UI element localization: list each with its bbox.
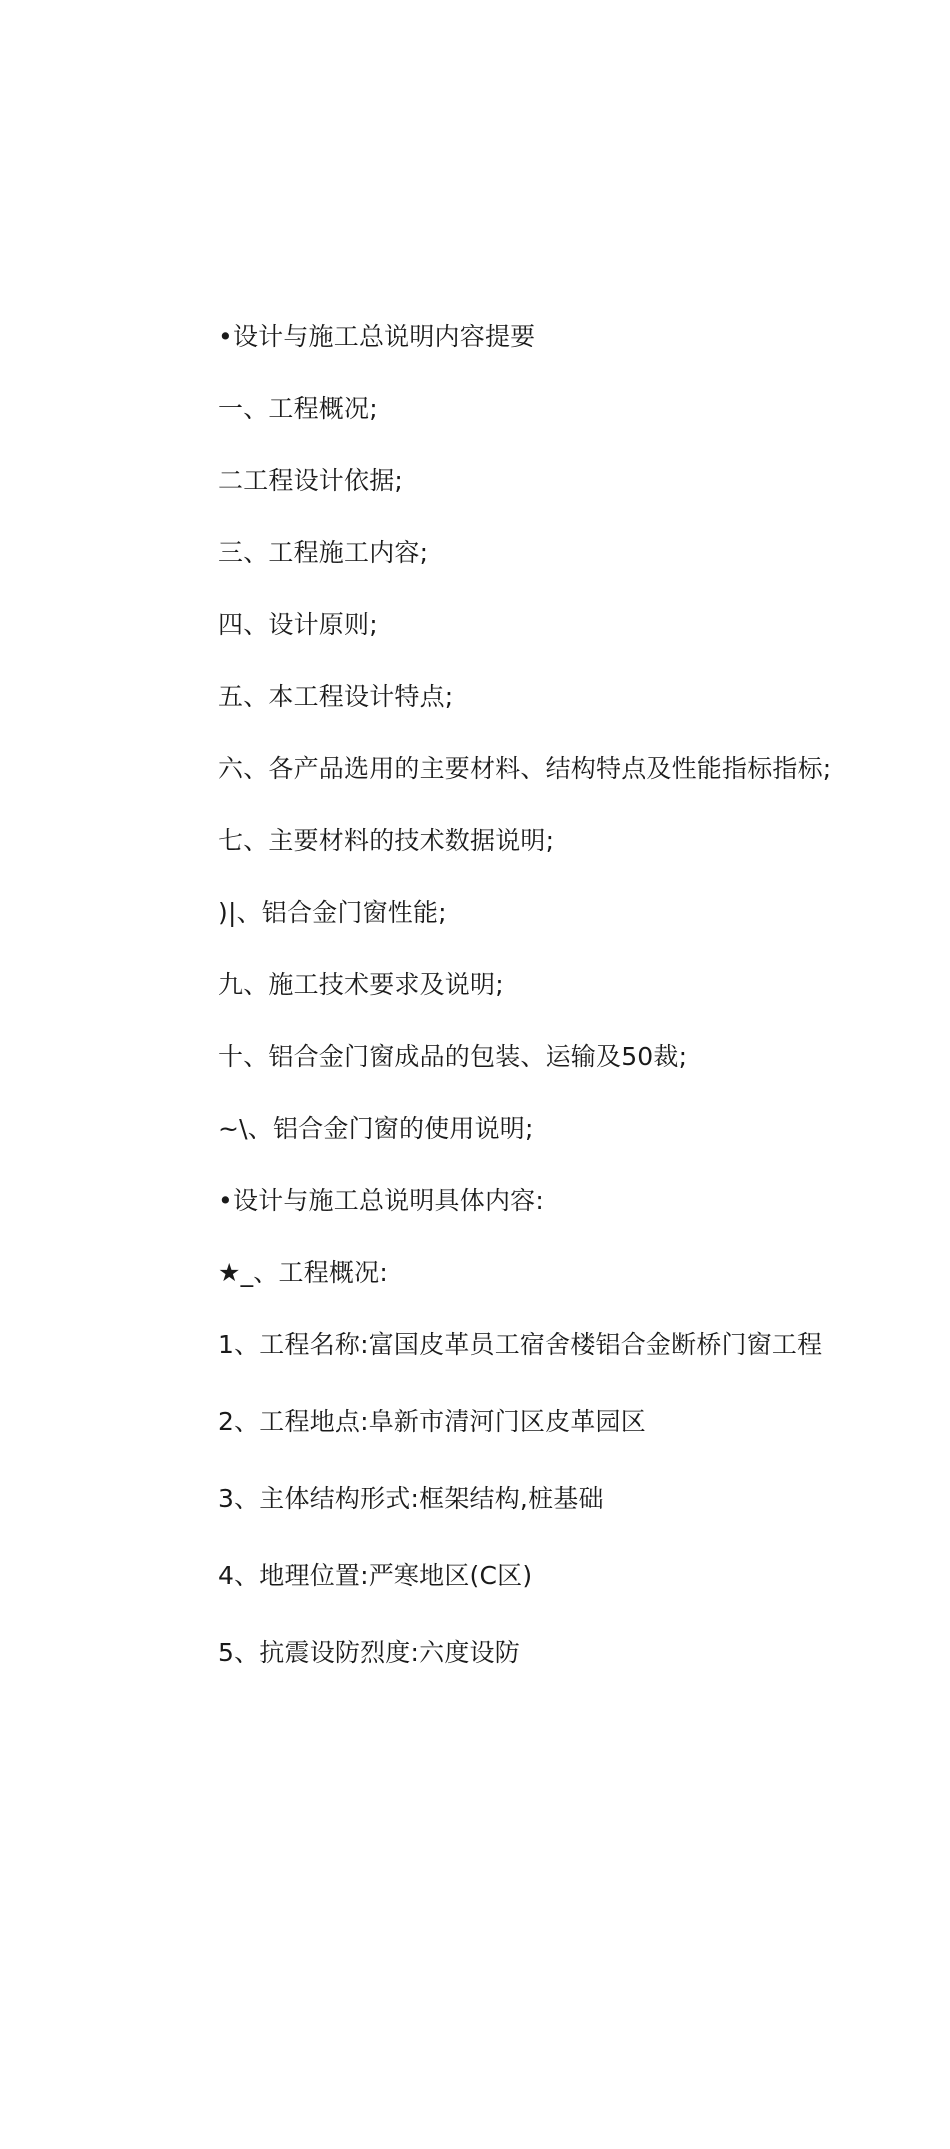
overview-item-4: 4、地理位置:严寒地区(C区) — [218, 1561, 533, 1590]
toc-item-4: 四、设计原则; — [218, 610, 378, 639]
overview-item-1: 1、工程名称:富国皮革员工宿舍楼铝合金断桥门窗工程 — [218, 1330, 823, 1359]
toc-item-2: 二工程设计依据; — [218, 466, 404, 495]
toc-item-10: 十、铝合金门窗成品的包装、运输及50裁; — [218, 1042, 688, 1071]
overview-item-2: 2、工程地点:阜新市清河门区皮革园区 — [218, 1407, 646, 1436]
summary-heading: •设计与施工总说明内容提要 — [218, 322, 536, 351]
toc-item-8: )|、铝合金门窗性能; — [218, 898, 447, 927]
details-heading: •设计与施工总说明具体内容: — [218, 1186, 544, 1215]
toc-item-11: ~\、铝合金门窗的使用说明; — [218, 1114, 534, 1143]
toc-item-6: 六、各产品选用的主要材料、结构特点及性能指标指标; — [218, 754, 832, 783]
toc-item-9: 九、施工技术要求及说明; — [218, 970, 504, 999]
overview-item-5: 5、抗震设防烈度:六度设防 — [218, 1638, 520, 1667]
toc-item-3: 三、工程施工内容; — [218, 538, 429, 567]
toc-item-1: 一、工程概况; — [218, 394, 378, 423]
overview-item-3: 3、主体结构形式:框架结构,桩基础 — [218, 1484, 604, 1513]
section-heading-overview: ★_、工程概况: — [218, 1258, 388, 1287]
toc-item-5: 五、本工程设计特点; — [218, 682, 454, 711]
toc-item-7: 七、主要材料的技术数据说明; — [218, 826, 555, 855]
document-body — [218, 322, 918, 1710]
